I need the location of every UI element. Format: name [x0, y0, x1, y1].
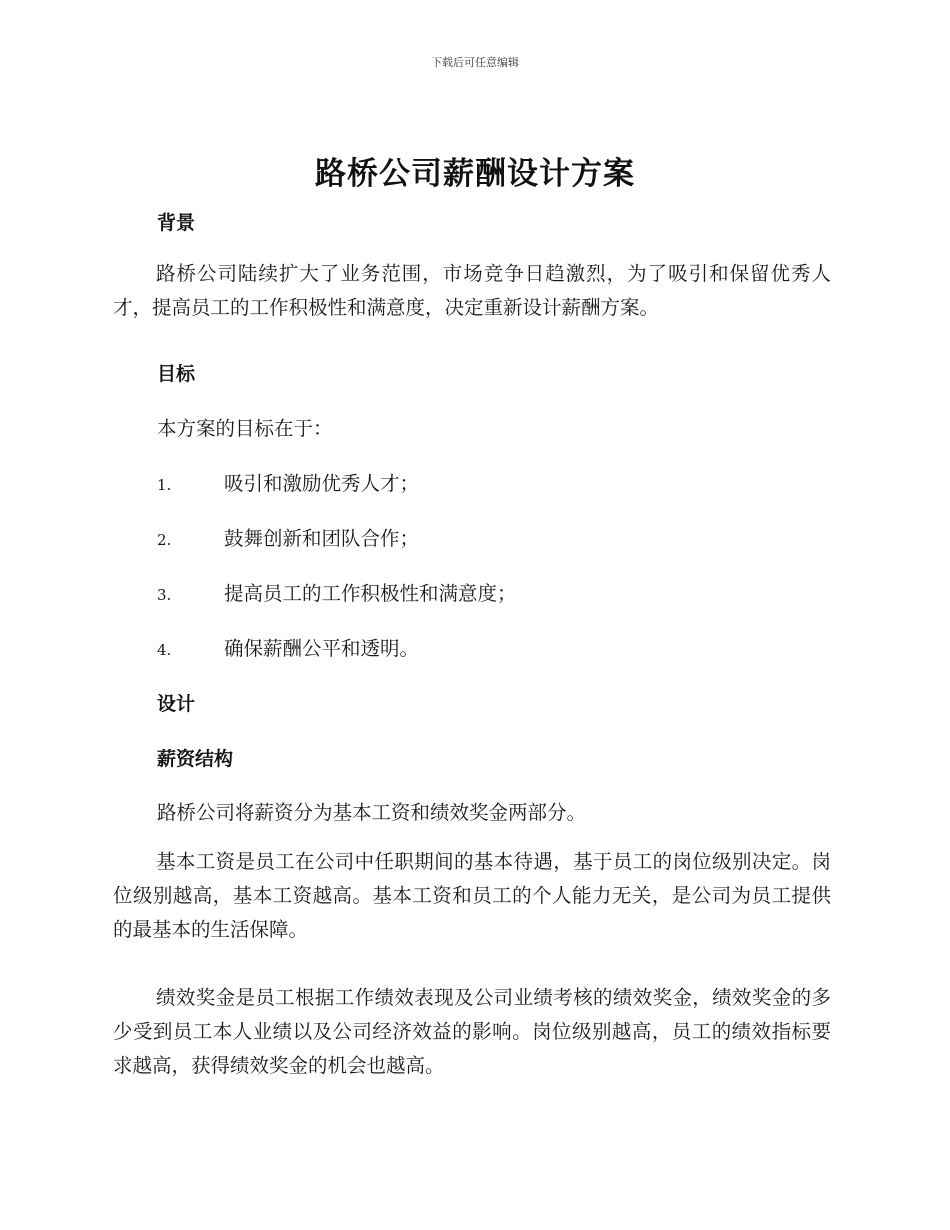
paragraph-performance-bonus: 绩效奖金是员工根据工作绩效表现及公司业绩考核的绩效奖金，绩效奖金的多少受到员工本人业绩以及公司经济效益的影响。岗位级别越高，员工的绩效指标要求越高，获得绩效奖金的机会也越高。: [113, 986, 831, 1077]
design-line: 路桥公司将薪资分为基本工资和绩效奖金两部分。: [157, 801, 587, 824]
page-title: 路桥公司薪酬设计方案: [315, 156, 635, 192]
list-item-text: 提高员工的工作积极性和满意度；: [224, 582, 517, 605]
list-item-number: 2.: [157, 531, 172, 549]
list-item: [157, 523, 419, 551]
list-item-number: 3.: [157, 586, 172, 604]
heading-goals: 目标: [157, 363, 196, 385]
heading-salary-structure: 薪资结构: [157, 748, 234, 770]
list-item-text: 确保薪酬公平和透明。: [224, 637, 420, 660]
list-item-number: 4.: [157, 641, 172, 659]
goals-intro: 本方案的目标在于：: [157, 417, 333, 440]
list-item: [157, 468, 419, 496]
list-item-text: 吸引和激励优秀人才；: [224, 472, 420, 495]
header-note: 下载后可任意编辑: [431, 56, 519, 69]
list-item-text: 鼓舞创新和团队合作；: [224, 527, 420, 550]
list-item: [157, 578, 517, 606]
heading-design: 设计: [157, 693, 196, 715]
paragraph-base-salary: 基本工资是员工在公司中任职期间的基本待遇，基于员工的岗位级别决定。岗位级别越高，基本工资越高。基本工资和员工的个人能力无关，是公司为员工提供的最基本的生活保障。: [113, 850, 831, 941]
list-item-number: 1.: [157, 476, 172, 494]
heading-background: 背景: [157, 212, 196, 234]
list-item: [157, 633, 419, 661]
paragraph-background: 路桥公司陆续扩大了业务范围，市场竞争日趋激烈，为了吸引和保留优秀人才，提高员工的工作积极性和满意度，决定重新设计薪酬方案。: [113, 262, 831, 319]
